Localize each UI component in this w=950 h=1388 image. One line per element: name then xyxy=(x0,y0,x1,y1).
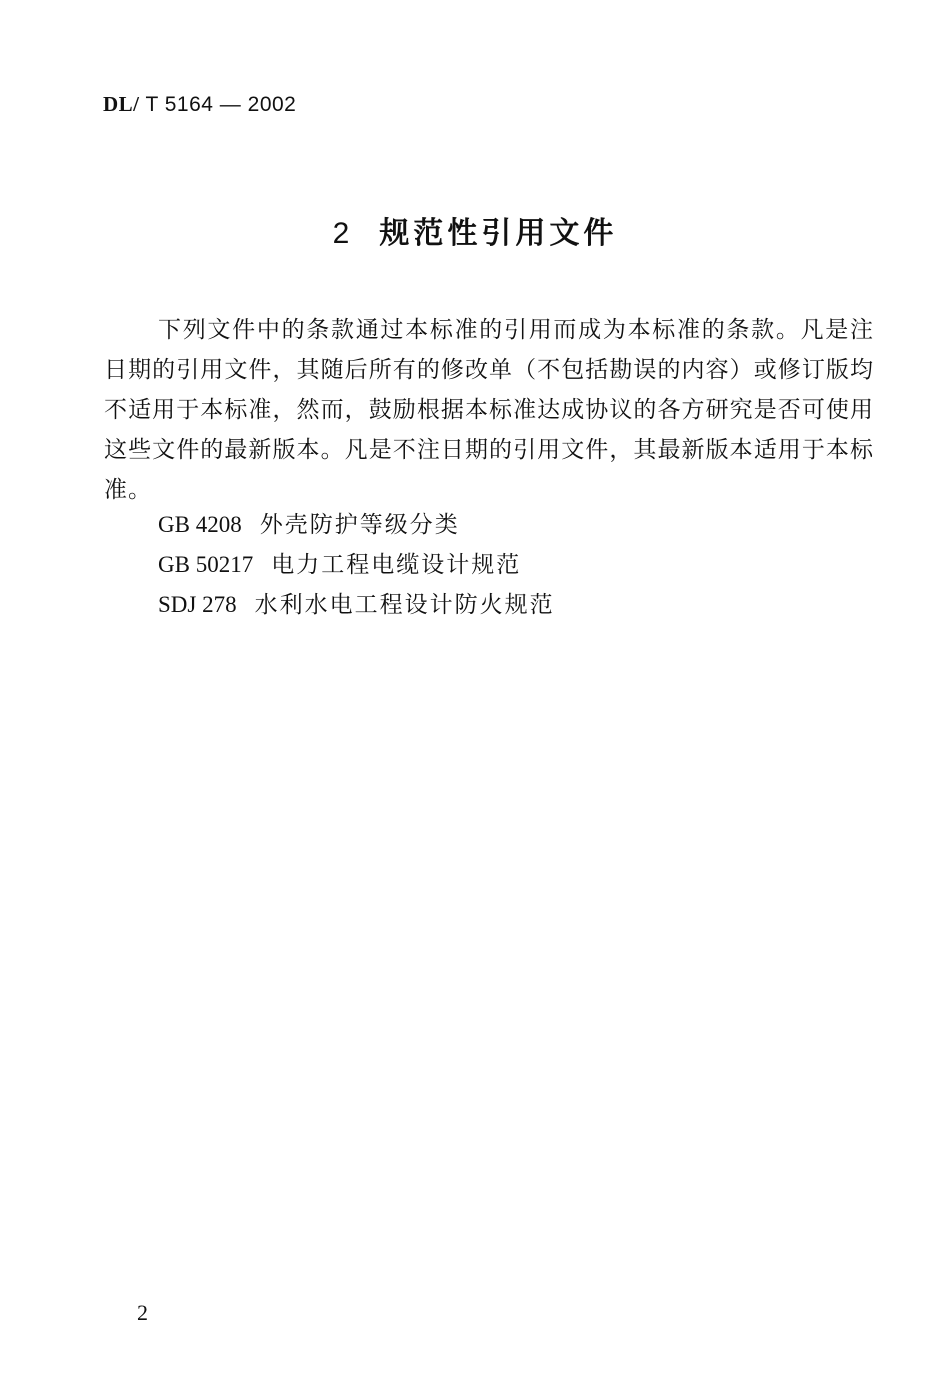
intro-paragraph: 下列文件中的条款通过本标准的引用而成为本标准的条款。凡是注日期的引用文件，其随后所有的修改单（不包括勘误的内容）或修订版均不适用于本标准，然而，鼓励根据本标准达成协议的各方研究是否可使用这些文件的最新版本。凡是不注日期的引用文件，其最新版本适用于本标准。 xyxy=(104,317,874,503)
standard-prefix: DL/ xyxy=(103,92,140,116)
standard-number: T 5164 — 2002 xyxy=(139,93,297,116)
section-heading xyxy=(0,208,950,252)
reference-item xyxy=(158,545,555,585)
reference-title: 电力工程电缆设计规范 xyxy=(271,552,522,578)
reference-code: SDJ 278 xyxy=(158,592,237,617)
reference-code: GB 4208 xyxy=(158,512,242,537)
section-number: 2 xyxy=(332,217,354,250)
reference-list xyxy=(158,505,555,625)
section-title: 规范性引用文件 xyxy=(379,216,618,251)
page-number: 2 xyxy=(137,1300,148,1325)
reference-item xyxy=(158,585,555,625)
reference-code: GB 50217 xyxy=(158,552,254,577)
reference-title: 水利水电工程设计防火规范 xyxy=(254,592,555,618)
reference-item xyxy=(158,505,555,545)
standard-header xyxy=(103,92,296,117)
reference-title: 外壳防护等级分类 xyxy=(259,512,460,538)
